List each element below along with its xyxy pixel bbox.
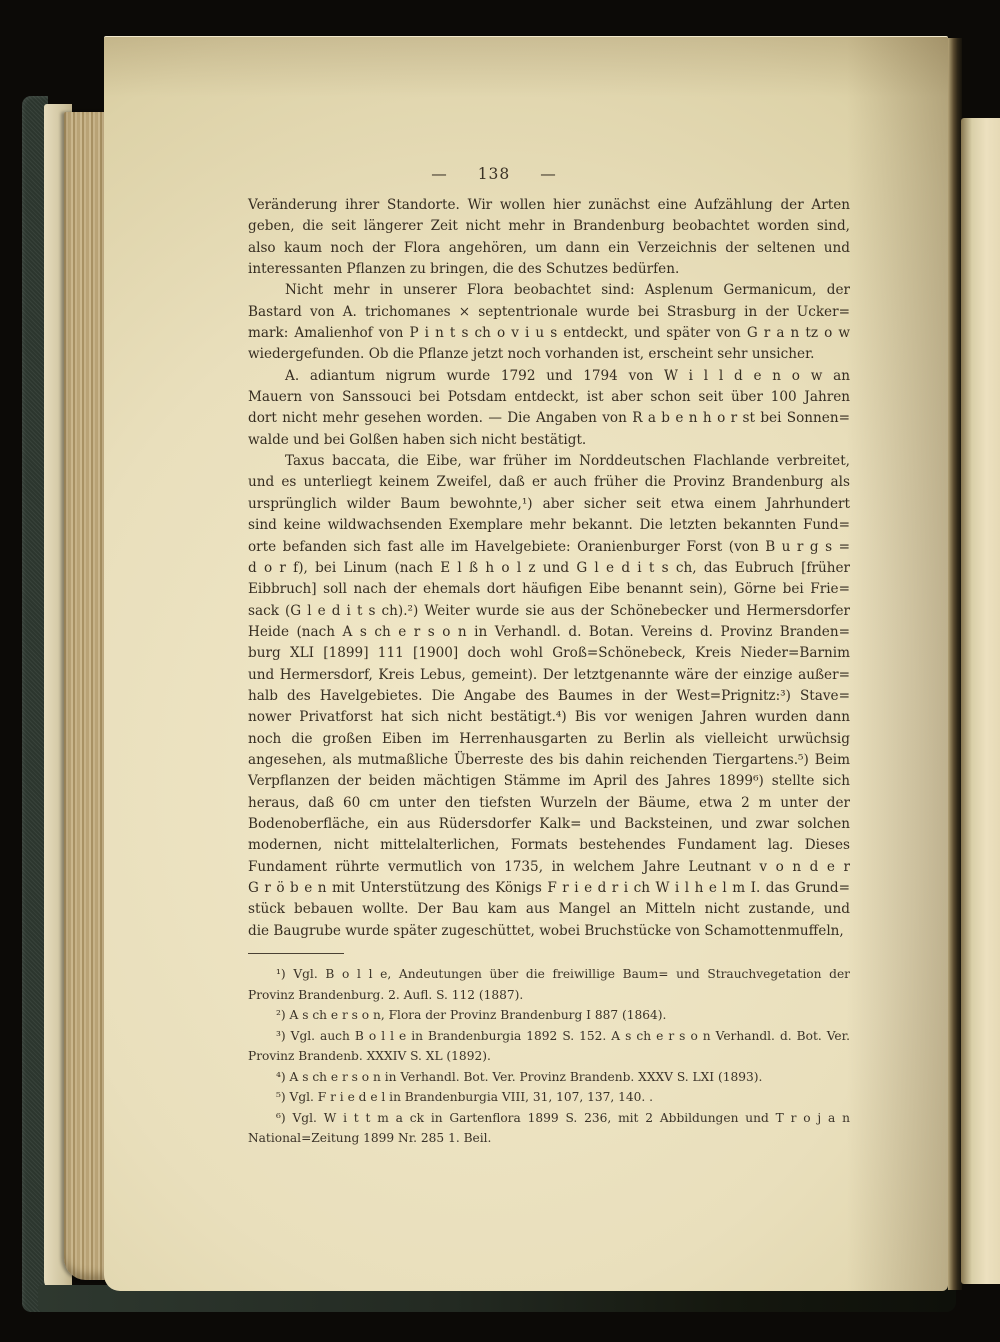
text-line: Bastard von A. trichomanes × septentrionale wurde bei Strasburg in der Ucker=	[248, 303, 850, 320]
footnote-3	[248, 1026, 850, 1067]
page-number: — 138 —	[431, 165, 557, 183]
footnotes	[248, 964, 850, 1149]
footnote-4	[248, 1067, 850, 1088]
text-line: Eibbruch] soll nach der ehemals dort häufigen Eibe benannt sein), Görne bei Frie=	[248, 581, 850, 598]
text-line: sack (G l e d i t s ch).²) Weiter wurde sie aus der Schönebecker und Hermersdorfer	[248, 602, 850, 619]
text-line: ¹) Vgl. B o l l e, Andeutungen über die freiwillige Baum= und Strauchvegetation der	[276, 967, 850, 981]
text-line: nower Privatforst hat sich nicht bestätigt.⁴) Bis vor wenigen Jahren wurden dann	[248, 709, 850, 726]
text-line: die Baugrube wurde später zugeschüttet, wobei Bruchstücke von Schamottenmuffeln,	[248, 922, 844, 939]
text-line: modernen, nicht mittelalterlichen, Formats bestehendes Fundament lag. Dieses	[248, 837, 850, 854]
text-line: Verpflanzen der beiden mächtigen Stämme im April des Jahres 1899⁶) stellte sich	[248, 773, 850, 790]
text-line: interessanten Pflanzen zu bringen, die des Schutzes bedürfen.	[248, 261, 680, 278]
paragraph-3	[248, 366, 850, 451]
text-line: d o r f), bei Linum (nach E l ß h o l z und G l e d i t s ch, das Eubruch [früher	[248, 559, 850, 576]
paragraph-1	[248, 195, 850, 280]
book-page	[104, 36, 948, 1291]
text-line: Provinz Brandenburg. 2. Aufl. S. 112 (1887).	[248, 987, 524, 1002]
text-line: also kaum noch der Flora angehören, um dann ein Verzeichnis der seltenen und	[248, 239, 850, 256]
text-line: sind keine wildwachsenden Exemplare mehr bekannt. Die letzten bekannten Fund=	[248, 517, 850, 534]
text-line: und Hermersdorf, Kreis Lebus, gemeint). Der letztgenannte wäre der einzige außer=	[248, 666, 850, 683]
text-line: und es unterliegt keinem Zweifel, daß er auch früher die Provinz Brandenburg als	[248, 474, 850, 491]
text-line: Nicht mehr in unserer Flora beobachtet sind: Asplenum Germanicum, der	[285, 282, 850, 299]
text-line: burg XLI [1899] 111 [1900] doch wohl Groß=Schönebeck, Kreis Nieder=Barnim	[248, 645, 850, 662]
footnote-6	[248, 1108, 850, 1149]
text-line: dort nicht mehr gesehen worden. — Die Angaben von R a b e n h o r st bei Sonnen=	[248, 410, 850, 427]
text-line: Mauern von Sanssouci bei Potsdam entdeckt, ist aber schon seit über 100 Jahren	[248, 389, 850, 406]
text-line: wiedergefunden. Ob die Pflanze jetzt noch vorhanden ist, erscheint sehr unsicher.	[248, 346, 815, 363]
footnote-5	[248, 1087, 850, 1108]
text-line: ⁶) Vgl. W i t t m a ck in Gartenflora 1899 S. 236, mit 2 Abbildungen und T r o j a n	[276, 1110, 850, 1125]
text-line: G r ö b e n mit Unterstützung des Königs F r i e d r i ch W i l h e l m I. das Grund=	[248, 880, 850, 896]
text-line: stück bebauen wollte. Der Bau kam aus Mangel an Mitteln nicht zustande, und	[248, 901, 850, 918]
text-line: ursprünglich wilder Baum bewohnte,¹) aber sicher seit etwa einem Jahrhundert	[248, 495, 850, 512]
text-line: Heide (nach A s ch e r s o n in Verhandl. d. Botan. Vereins d. Provinz Branden=	[248, 623, 850, 640]
text-line: geben, die seit längerer Zeit nicht mehr in Brandenburg beobachtet worden sind,	[248, 218, 850, 235]
paragraph-2	[248, 280, 850, 365]
text-line: Taxus baccata, die Eibe, war früher im Norddeutschen Flachlande verbreitet,	[285, 453, 850, 470]
text-line: Fundament rührte vermutlich von 1735, in welchem Jahre Leutnant v o n d e r	[248, 858, 850, 875]
footnote-separator	[248, 953, 344, 954]
footnote-1	[248, 964, 850, 1005]
text-line: ²) A s ch e r s o n, Flora der Provinz Brandenburg I 887 (1864).	[276, 1008, 667, 1022]
page-text	[248, 195, 850, 942]
text-line: angesehen, als mutmaßliche Überreste des bis dahin reichenden Tiergartens.⁵) Beim	[248, 751, 850, 768]
text-line: halb des Havelgebietes. Die Angabe des Baumes in der West=Prignitz:³) Stave=	[248, 687, 850, 704]
text-line: ³) Vgl. auch B o l l e in Brandenburgia 1892 S. 152. A s ch e r s o n Verhandl. d. Bot. Ver.	[276, 1028, 850, 1043]
text-line: A. adiantum nigrum wurde 1792 und 1794 von W i l l d e n o w an	[285, 367, 850, 384]
text-line: mark: Amalienhof von P i n t s ch o v i u s entdeckt, und später von G r a n tz o w	[248, 325, 850, 342]
paragraph-4	[248, 451, 850, 942]
text-line: walde und bei Golßen haben sich nicht bestätigt.	[248, 431, 587, 448]
footnote-2	[248, 1005, 850, 1026]
text-line: noch die großen Eiben im Herrenhausgarten zu Berlin als vielleicht urwüchsig	[248, 730, 850, 747]
book-gutter	[948, 38, 962, 1290]
text-line: National=Zeitung 1899 Nr. 285 1. Beil.	[248, 1131, 492, 1145]
text-line: ⁵) Vgl. F r i e d e l in Brandenburgia VIII, 31, 107, 137, 140. .	[276, 1090, 654, 1104]
text-line: orte befanden sich fast alle im Havelgebiete: Oranienburger Forst (von B u r g s =	[248, 538, 850, 555]
text-line: heraus, daß 60 cm unter den tiefsten Wurzeln der Bäume, etwa 2 m unter der	[248, 794, 850, 811]
text-line: ⁴) A s ch e r s o n in Verhandl. Bot. Ver. Provinz Brandenb. XXXV S. LXI (1893).	[276, 1069, 763, 1084]
text-line: Bodenoberfläche, ein aus Rüdersdorfer Kalk= und Backsteinen, und zwar solchen	[248, 815, 850, 832]
facing-page-edge	[961, 118, 1000, 1284]
text-line: Veränderung ihrer Standorte. Wir wollen hier zunächst eine Aufzählung der Arten	[248, 197, 850, 213]
text-line: Provinz Brandenb. XXXIV S. XL (1892).	[248, 1049, 491, 1063]
page-stack-edge	[64, 112, 106, 1280]
